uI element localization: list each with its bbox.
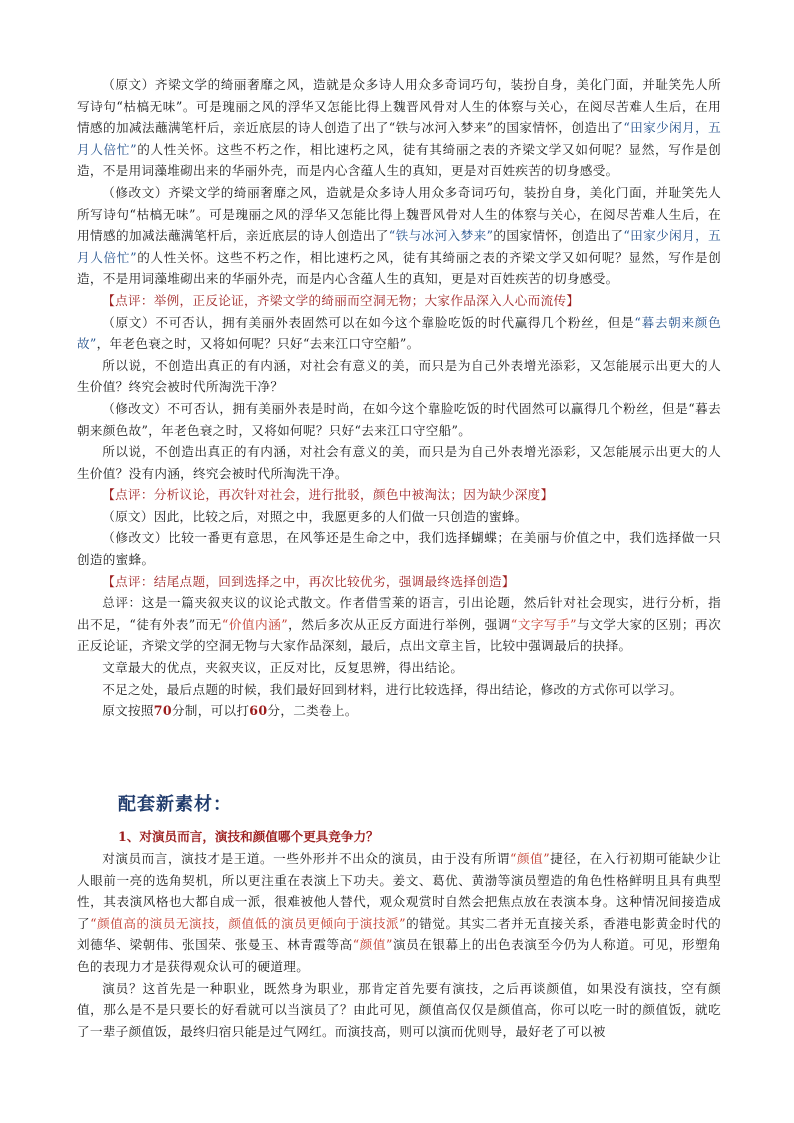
paragraph-revised-3: 所以说，不创造出真正的有内涵，对社会有意义的美，而只是为自己外表增光添彩，又怎能展示出更大的人生价值？没有内涵，终究会被时代所淘洗干净。 (77, 444, 721, 481)
quote-highlight: “田家少闲月，五月人倍忙” (77, 228, 722, 265)
comment-1: 【点评：举例，正反论证，齐梁文学的绮丽而空洞无物；大家作品深入人心而流传】 (102, 292, 580, 308)
material-section (77, 848, 721, 1042)
paragraph-revised-4: （修改文）比较一番更有意思，在风筝还是生命之中，我们选择蝴蝶；在美丽与价值之中，我们选择做一只创造的蜜蜂。 (77, 530, 722, 568)
material-paragraph-1: 对演员而言，演技才是王道。一些外形并不出众的演员，由于没有所谓“颜值”捷径，在入行初期可能缺少让人眼前一亮的选角契机，所以更注重在表演上下功夫。姜文、葛优、黄渤等演员塑造的角色性格鲜明且具有典型性，其表演风格也大都自成一派，很难被他人替代，观众观赏时自然会把焦点放在表演本身。这种情况间接造成了“颜值高的演员无演技，颜值低的演员更倾向于演技派”的错觉。其实二者并无直接关系，香港电影黄金时代的刘德华、梁朝伟、张国荣、张曼玉、林青霞等高“颜值”演员在银幕上的出色表演至今仍为人称道。可见，形塑角色的表现力才是获得观众认可的硬道理。 (77, 851, 722, 974)
weaknesses-paragraph: 不足之处，最后点题的时候，我们最好回到材料，进行比较选择，得出结论，修改的方式你可以学习。 (102, 681, 683, 697)
score-number: 60 (249, 703, 268, 719)
comment-2: 【点评：分析议论，再次针对社会，进行批驳，颜色中被淘汰；因为缺少深度】 (102, 487, 554, 503)
quote-highlight: “价值内涵” (221, 616, 288, 632)
comment-3: 【点评：结尾点题，回到选择之中，再次比较优劣，强调最终选择创造】 (102, 573, 515, 589)
section-heading: 配套新素材： (118, 794, 232, 815)
paragraph-revised-2: （修改文）不可否认，拥有美丽外表是时尚，在如今这个靠脸吃饭的时代固然可以赢得几个粉丝，但是“暮去朝来颜色故”，年老色衰之时，又将如何呢？只好“去来江口守空船”。 (77, 400, 722, 438)
score-number: 70 (153, 703, 172, 719)
paragraph-revised-1: （修改文）齐梁文学的绮丽奢靡之风，造就是众多诗人用众多奇词巧句，装扮自身，美化门面，并耻笑先人所写诗句“枯槁无味”。可是瑰丽之风的浮华又怎能比得上魏晋风骨对人生的体察与关心，在阅尽苦难人生后，在用情感的加减法蘸满笔杆后，亲近底层的诗人创造出了“铁与冰河入梦来”的国家情怀，创造出了“田家少闲月，五月人倍忙”的人性关怀。这些不朽之作，相比速朽之风，徒有其绮丽之表的齐梁文学又如何呢？显然，写作是创造，不是用词藻堆砌出来的华丽外壳，而是内心含蕴人生的真知，更是对百姓疾苦的切身感受。 (77, 184, 722, 287)
quote-highlight: “铁与冰河入梦来” (388, 228, 494, 244)
score-paragraph: 原文按照70分制，可以打60分，二类卷上。 (102, 703, 358, 719)
material-paragraph-2: 演员？这首先是一种职业，既然身为职业，那肯定首先要有演技，之后再谈颜值，如果没有演技，空有颜值，那么是不是只要长的好看就可以当演员了？由此可见，颜值高仅仅是颜值高，你可以吃一时的颜值饭，就吃了一辈子颜值饭，最终归宿只能是过气网红。而演技高，则可以演而优则导，最好老了可以被 (77, 980, 721, 1039)
quote-highlight: “暮去朝来颜色故” (77, 314, 721, 352)
paragraph-original-3: 所以说，不创造出真正的有内涵，对社会有意义的美，而只是为自己外表增光添彩，又怎能展示出更大的人生价值？终究会被时代所淘洗干净？ (77, 357, 721, 395)
essay-section (77, 74, 721, 722)
question-heading: 1、对演员而言，演技和颜值哪个更具竞争力？ (118, 829, 379, 844)
paragraph-original-4: （原文）因此，比较之后，对照之中，我愿更多的人们做一只创造的蜜蜂。 (102, 508, 528, 524)
quote-highlight: “田家少闲月，五月人倍忙” (77, 120, 721, 157)
quote-highlight: “文字写手” (510, 616, 577, 632)
quote-highlight: “颜值” (509, 851, 550, 866)
strengths-paragraph: 文章最大的优点，夹叙夹议，正反对比，反复思辨，得出结论。 (102, 660, 464, 676)
paragraph-original-1: （原文）齐梁文学的绮丽奢靡之风，造就是众多诗人用众多奇词巧句，装扮自身，美化门面，并耻笑先人所写诗句“枯槁无味”。可是瑰丽之风的浮华又怎能比得上魏晋风骨对人生的体察与关心，在阅尽苦难人生后，在用情感的加减法蘸满笔杆后，亲近底层的诗人创造了出了“铁与冰河入梦来”的国家情怀，创造出了“田家少闲月，五月人倍忙”的人性关怀。这些不朽之作，相比速朽之风，徒有其绮丽之表的齐梁文学又如何呢？显然，写作是创造，不是用词藻堆砌出来的华丽外壳，而是内心含蕴人生的真知，更是对百姓疾苦的切身感受。 (77, 77, 722, 179)
quote-highlight: “颜值” (352, 937, 393, 953)
quote-highlight: “颜值高的演员无演技，颜值低的演员更倾向于演技派” (90, 915, 406, 931)
paragraph-original-2: （原文）不可否认，拥有美丽外表固然可以在如今这个靠脸吃饭的时代赢得几个粉丝，但是“暮去朝来颜色故”，年老色衰之时，又将如何呢？只好“去来江口守空船”。 (77, 314, 721, 352)
summary-paragraph: 总评：这是一篇夹叙夹议的议论式散文。作者借雪莱的语言，引出论题，然后针对社会现实，进行分析，指出不足，“徒有外表”而无“价值内涵”，然后多次从正反方面进行举例，强调“文字写手”与文学大家的区别；再次正反论证，齐梁文学的空洞无物与大家作品深刻，最后，点出文章主旨，比较中强调最后的抉择。 (77, 595, 721, 654)
